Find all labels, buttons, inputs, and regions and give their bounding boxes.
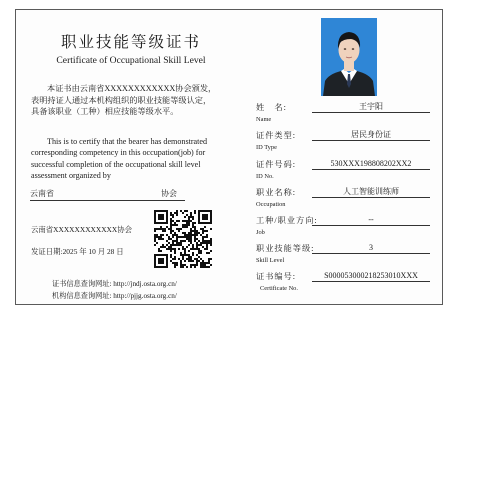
field-label-en: ID Type (256, 144, 277, 151)
field-label-en: Skill Level (256, 257, 285, 264)
issuer-name: 云南省XXXXXXXXXXXX协会 (31, 225, 133, 234)
field-label-zh: 工种/职业方向: (256, 216, 318, 225)
field-label-zh: 证件号码: (256, 160, 297, 169)
field-label-zh: 职业技能等级: (256, 244, 315, 253)
intro-paragraph-zh (31, 83, 217, 118)
institution-query-url: 机构信息查询网址: http://pjjg.osta.org.cn/ (52, 292, 177, 300)
field-value: 王宇阳 (312, 101, 430, 113)
intro-text-en: This is to certify that the bearer has demonstrated corresponding competency in this occupation(job) for successful completion of the occupational skill level assessment organized by (31, 137, 208, 181)
field-label-zh: 证书编号: (256, 272, 297, 281)
field-value: -- (312, 214, 430, 226)
field-value: 居民身份证 (312, 129, 430, 141)
qr-code-icon[interactable] (154, 210, 212, 268)
field-value: S000053000218253010XXX (312, 270, 430, 282)
organizer-line (30, 188, 185, 201)
field-label-en: Certificate No. (260, 285, 298, 292)
intro-text-zh: 本证书由云南省XXXXXXXXXXXX协会颁发，表明持证人通过本机构组织的职业技能等级认定，具备该职业（工种）相应技能等级水平。 (31, 84, 217, 116)
holder-photo (321, 18, 377, 96)
certificate-card (15, 9, 443, 305)
field-label-zh: 姓 名: (256, 103, 287, 112)
field-label-en: Name (256, 116, 272, 123)
field-label-zh: 证件类型: (256, 131, 297, 140)
field-label-en: ID No. (256, 173, 274, 180)
issue-date: 发证日期:2025 年 10 月 28 日 (31, 247, 124, 256)
organizer-name: 云南省 (30, 189, 54, 198)
field-label-en: Job (256, 229, 265, 236)
portrait-image (321, 18, 377, 96)
field-label-en: Occupation (256, 201, 286, 208)
certificate-title-zh: 职业技能等级证书 (60, 34, 201, 51)
field-value: 3 (312, 242, 430, 254)
field-value: 人工智能训练师 (312, 186, 430, 198)
organizer-suffix: 协会 (161, 189, 177, 198)
certificate-title-en: Certificate of Occupational Skill Level (56, 55, 206, 66)
field-label-zh: 职业名称: (256, 188, 297, 197)
certificate-query-url: 证书信息查询网址: http://jndj.osta.org.cn/ (52, 280, 177, 288)
intro-paragraph-en (31, 136, 221, 182)
field-value: 530XXX198808202XX2 (312, 158, 430, 170)
